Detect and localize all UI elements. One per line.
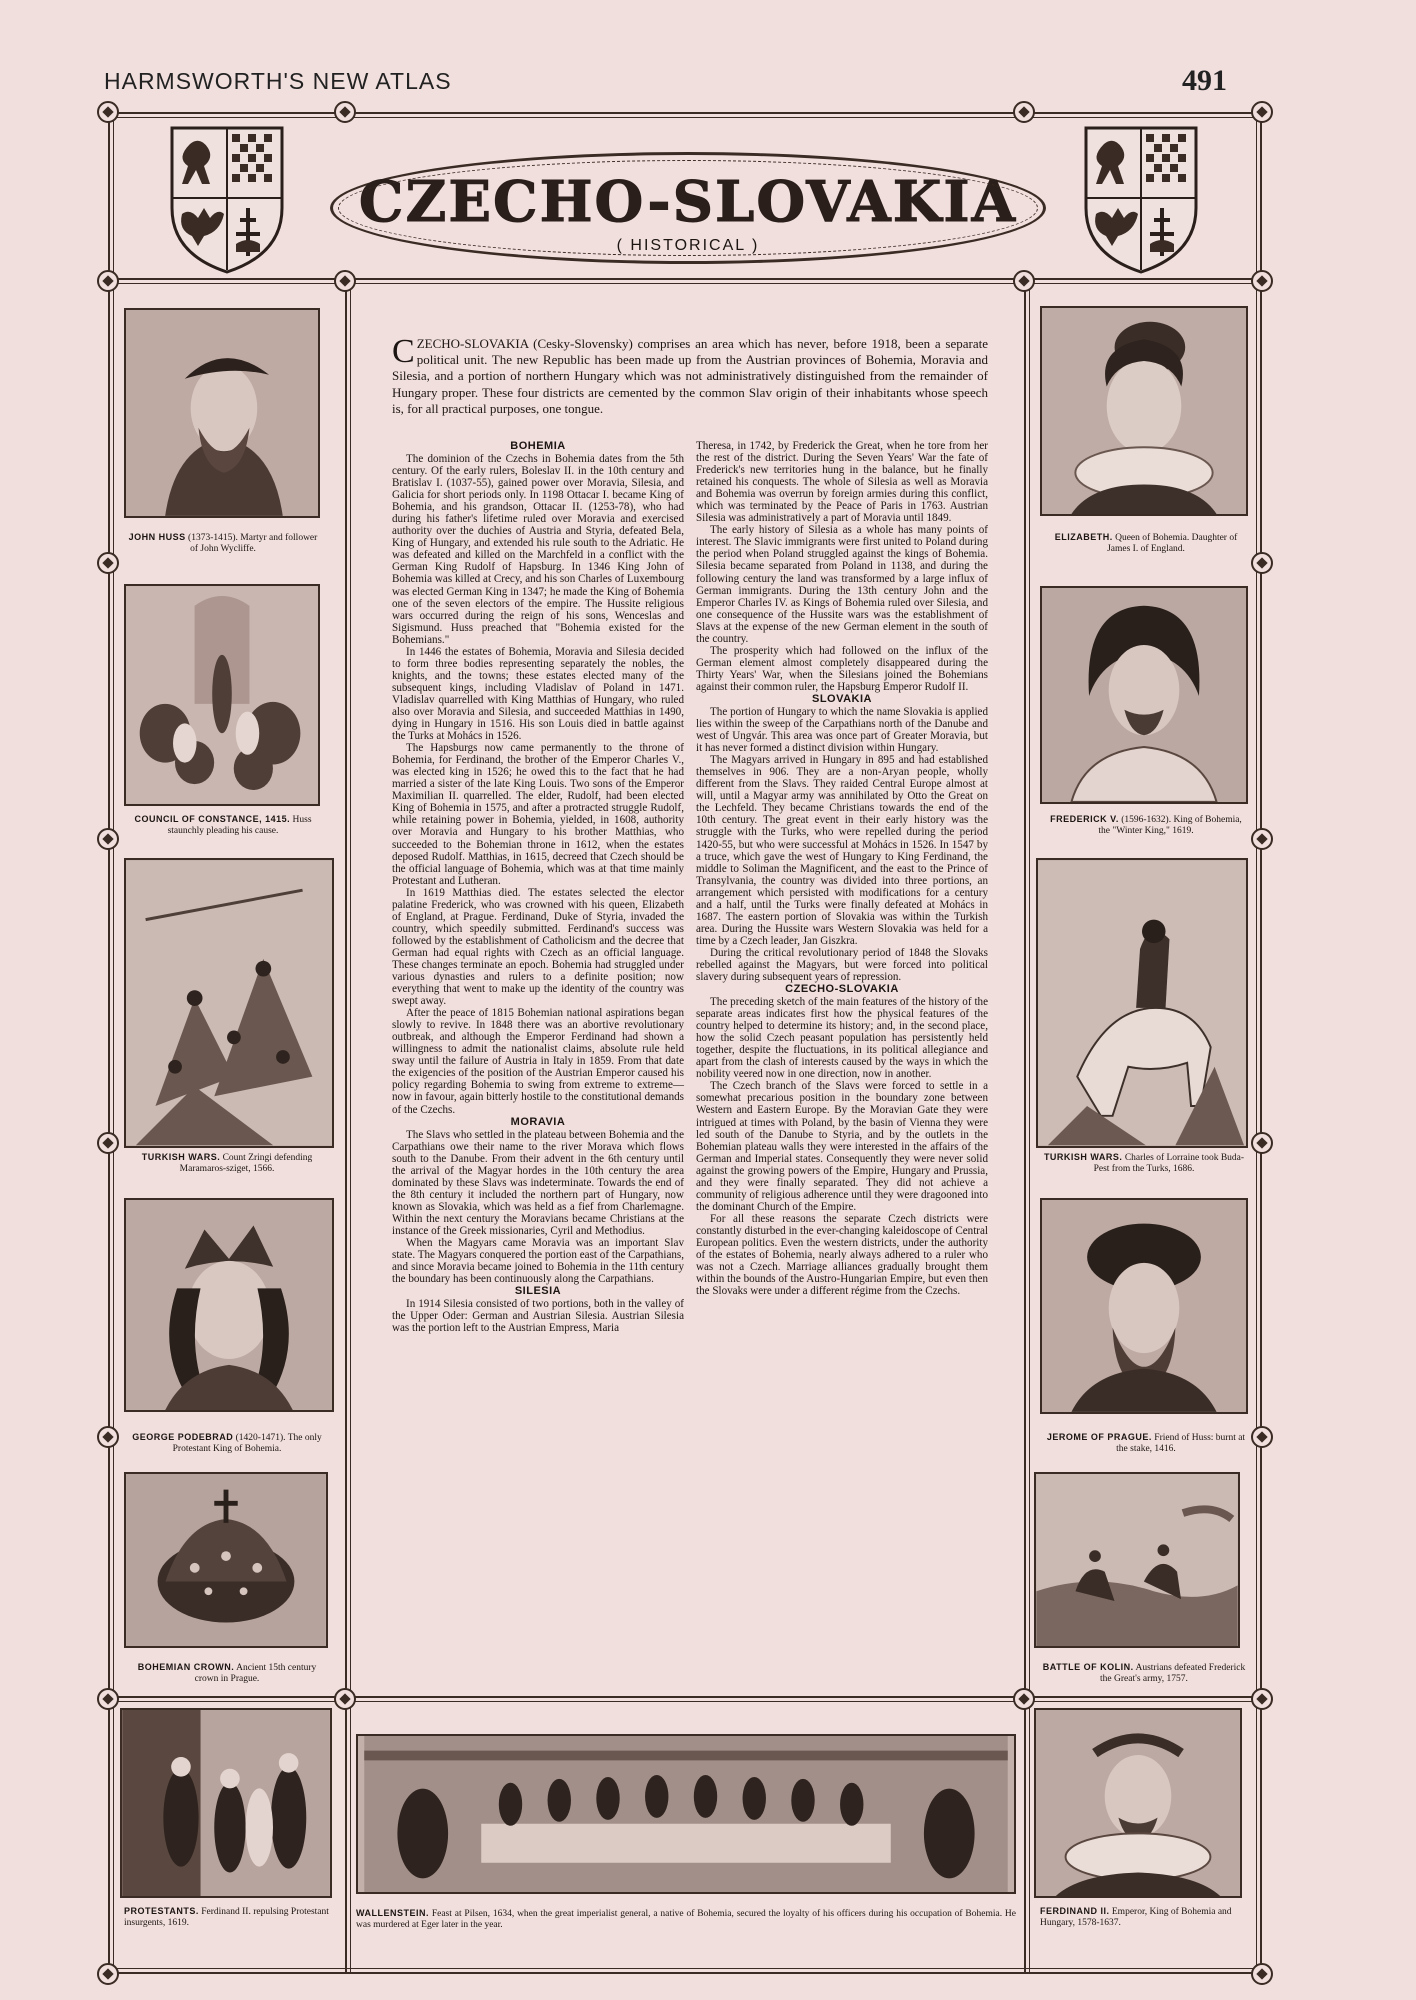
caption-text: Friend of Huss: burnt at the stake, 1416.: [1116, 1433, 1246, 1454]
frame-ornament: [1251, 1688, 1273, 1710]
frame-ornament: [97, 1132, 119, 1154]
caption-text: (1373-1415). Martyr and follower of John Wycliffe.: [188, 533, 318, 554]
caption-jerome-of-prague: [1046, 1432, 1246, 1455]
caption-protestants: [124, 1906, 330, 1929]
running-head: HARMSWORTH'S NEW ATLAS: [104, 68, 452, 94]
frame-ornament: [97, 552, 119, 574]
paragraph: The Hapsburgs now came permanently to the throne of Bohemia, for Ferdinand, the brother of the Emperor Charles V., was elected king in 1526; he owed this to the fact that he had married a sister of the late King Louis. Two sons of the Emperor Maximilian II. quarrelled. The elder, Rudolf, had been elected King of Bohemia in 1575, and after a protracted struggle Rudolf, while retaining power in Bohemia, yielded, in 1608, authority over Moravia and Hungary to his brother Matthias, who succeeded to the Bohemian throne in 1612, when the estates deposed Rudolf. Matthias, in 1615, decreed that Czech should be the official language of Bohemia, which was at that time mainly Protestant and Lutheran.: [392, 742, 684, 887]
caption-text: Feast at Pilsen, 1634, when the great imperialist general, a native of Bohemia, secured the loyalty of his officers during his occupation of Bohemia. He was murdered at Eger later in the year.: [356, 1909, 1016, 1930]
section-heading-slovakia: SLOVAKIA: [811, 692, 873, 705]
caption-title: PROTESTANTS.: [124, 1906, 199, 1916]
photo-bohemian-crown: [124, 1472, 328, 1648]
caption-text: (1420-1471). The only Protestant King of Bohemia.: [172, 1433, 322, 1454]
frame-ornament: [97, 828, 119, 850]
right-column-rule: [1024, 278, 1030, 1974]
page-subtitle: ( HISTORICAL ): [616, 237, 760, 254]
portrait-george-podebrad: [124, 1198, 334, 1412]
page-title: CZECHO-SLOVAKIA: [358, 169, 1018, 235]
caption-bohemian-crown: [128, 1662, 326, 1685]
caption-ferdinand-ii: [1040, 1906, 1246, 1929]
caption-turkish-wars-2: [1040, 1152, 1248, 1175]
caption-text: Charles of Lorraine took Buda-Pest from the Turks, 1686.: [1093, 1153, 1245, 1174]
frame-ornament: [1251, 552, 1273, 574]
caption-text: (1596-1632). King of Bohemia, the "Winter King," 1619.: [1098, 815, 1242, 836]
caption-title: FERDINAND II.: [1040, 1906, 1110, 1916]
paragraph: The Czech branch of the Slavs were forced to settle in a somewhat precarious position in the boundary zone between Western and Eastern Europe. By the Moravian Gate they were intrigued at times with Poland, by the basin of Vienna they were led south of the Danube to Styria, and by the outlets in the Bohemian plateau walls they were interested in the affairs of the German and Imperial states. Consequently they were never solid against the growing powers of the Empire, Hungary and Prussia, and they were finally separated. They did not achieve a community of religious adherence until they were dragooned into the dominant Church of the Empire.: [696, 1080, 988, 1213]
intro-paragraph: [392, 333, 988, 417]
paragraph: The portion of Hungary to which the name Slovakia is applied lies within the sweep of the Carpathians north of the Danube and west of Ungvár. This area was once part of Greater Moravia, but it has never formed a distinct division within Hungary.: [696, 705, 988, 755]
portrait-ferdinand-ii: [1034, 1708, 1242, 1898]
caption-title: COUNCIL OF CONSTANCE, 1415.: [134, 814, 291, 824]
caption-frederick-v: [1046, 814, 1246, 837]
paragraph: After the peace of 1815 Bohemian national aspirations began slowly to revive. In 1848 there was an abortive revolutionary outbreak, and although the Emperor Ferdinand had shown a willingness to admit the nationalist claims, absolute rule held sway until the failure of Austria in Italy in 1859. From that date the exigencies of the position of the Austrian Emperor caused his policy regarding Bohemia to swing from extreme to extreme—now in favour, again bitterly hostile to the constitutional demands of the Czechs.: [392, 1007, 684, 1116]
caption-title: JEROME OF PRAGUE.: [1046, 1432, 1152, 1442]
frame-ornament: [334, 101, 356, 123]
caption-title: TURKISH WARS.: [141, 1152, 221, 1162]
painting-battle-of-kolin: [1034, 1472, 1240, 1648]
section-heading-bohemia: BOHEMIA: [510, 440, 566, 452]
left-column-rule: [345, 278, 351, 1974]
section-heading-moravia: MORAVIA: [510, 1115, 566, 1128]
caption-title: BATTLE OF KOLIN.: [1042, 1662, 1134, 1672]
frame-ornament: [1013, 101, 1035, 123]
frame-ornament: [1251, 828, 1273, 850]
caption-john-huss: [128, 532, 318, 555]
frame-ornament: [1251, 270, 1273, 292]
corner-ornament: [1251, 1963, 1273, 1985]
coat-of-arms-right: [1082, 124, 1200, 276]
drop-cap: C: [392, 333, 415, 370]
text-column-left: [392, 440, 684, 1334]
caption-wallenstein: [356, 1908, 1016, 1931]
frame-ornament: [1251, 1426, 1273, 1448]
frame-ornament: [97, 1688, 119, 1710]
frame-ornament: [1013, 1688, 1035, 1710]
paragraph: During the critical revolutionary period of 1848 the Slovaks rebelled against the Magyars, but were forced into political slavery during subsequent years of repression.: [696, 946, 988, 984]
caption-turkish-wars-1: [128, 1152, 326, 1175]
paragraph: In 1446 the estates of Bohemia, Moravia and Silesia decided to form three bodies representing separately the nobles, the knights, and the towns; these estates elected many of the subsequent kings, including Vladislav of Poland in 1471. Vladislav quarrelled with King Matthias of Hungary, who ruled also over Moravia and Silesia, and succeeded Matthias in 1490, dying in Hungary in 1516. His son Louis died in battle against the Turks at Mohács in 1526.: [392, 645, 684, 743]
painting-wallenstein-feast: [356, 1734, 1016, 1894]
frame-ornament: [1251, 1132, 1273, 1154]
coat-of-arms-left: [168, 124, 286, 276]
caption-text: Queen of Bohemia. Daughter of James I. of England.: [1107, 533, 1238, 554]
caption-text: Austrians defeated Frederick the Great's army, 1757.: [1100, 1663, 1246, 1684]
caption-text: Ferdinand II. repulsing Protestant insurgents, 1619.: [124, 1907, 329, 1928]
title-cartouche: [330, 152, 1046, 264]
paragraph: In 1914 Silesia consisted of two portions, both in the valley of the Upper Oder: German and Austrian Silesia. Austrian Silesia was the portion left to the Austrian Empress, Maria: [392, 1298, 684, 1335]
caption-title: JOHN HUSS: [128, 532, 186, 542]
caption-elizabeth: [1046, 532, 1246, 555]
caption-text: Ancient 15th century crown in Prague.: [194, 1663, 317, 1684]
portrait-frederick-v: [1040, 586, 1248, 804]
paragraph: The preceding sketch of the main features of the history of the separate areas indicates first how the physical features of the country helped to determine its history; and, in the second place, how the solid Czech peasant population has persistently held together, despite the fluctuations, in its political allegiance and apart from the clash of interests caused by the ways in which the nobility veered now in one direction, now in another.: [696, 996, 988, 1081]
caption-george-podebrad: [128, 1432, 326, 1455]
caption-text: Count Zringi defending Maramaros-sziget, 1566.: [179, 1153, 313, 1174]
frame-ornament: [1013, 270, 1035, 292]
caption-title: FREDERICK V.: [1050, 814, 1119, 824]
portrait-elizabeth: [1040, 306, 1248, 516]
frame-ornament: [97, 1426, 119, 1448]
frame-ornament: [334, 1688, 356, 1710]
frame-ornament: [97, 270, 119, 292]
section-heading-czecho-slovakia: CZECHO-SLOVAKIA: [785, 983, 899, 996]
paragraph: When the Magyars came Moravia was an important Slav state. The Magyars conquered the portion east of the Carpathians, and since Moravia became joined to Bohemia in the 11th century the boundary has been continuously along the Carpathians.: [392, 1237, 684, 1286]
caption-battle-of-kolin: [1040, 1662, 1248, 1685]
caption-title: TURKISH WARS.: [1043, 1152, 1123, 1162]
text-column-right: [696, 440, 988, 1297]
caption-text: Emperor, King of Bohemia and Hungary, 1578-1637.: [1040, 1907, 1232, 1928]
section-heading-silesia: SILESIA: [514, 1285, 562, 1298]
paragraph: For all these reasons the separate Czech districts were constantly disturbed in the ever-changing kaleidoscope of Central European politics. Even the western districts, under the authority of the estates of Bohemia, nearly always adhered to a ruler who was not a Czech. Marriage alliances gradually brought them within the bounds of the Austro-Hungarian Empire, but even then the Slovaks were under a different régime from the Czechs.: [696, 1212, 988, 1298]
painting-turkish-wars-zringi: [124, 858, 334, 1148]
corner-ornament: [97, 101, 119, 123]
paragraph: The Slavs who settled in the plateau between Bohemia and the Carpathians owe their name to the river Morava which flows south to the Danube. From their advent in the 6th century until the arrival of the Magyar hordes in the 10th century the area dominated by these Slavs was indeterminate. Towards the end of the 8th century it included the northern part of Hungary, now known as Slovakia, which was held as a fief from Charlemagne. Within the next century the Moravians became Christians at the instance of the Greek missionaries, Cyril and Methodius.: [392, 1128, 684, 1237]
caption-title: ELIZABETH.: [1054, 532, 1113, 542]
bottom-strip-rule: [108, 1696, 1262, 1702]
caption-text: Huss staunchly pleading his cause.: [167, 815, 312, 836]
intro-text: ZECHO-SLOVAKIA (Cesky-Slovensky) comprises an area which has never, before 1918, been a separate political unit. The new Republic has been made up from the Austrian provinces of Bohemia, Moravia and Silesia, and a portion of northern Hungary which was not administratively distinguished from the remainder of Hungary proper. These four districts are cemented by the common Slav origin of their inhabitants whose speech is, for all practical purposes, one tongue.: [392, 336, 988, 416]
paragraph: The prosperity which had followed on the influx of the German element almost completely disappeared during the Thirty Years' War, when the Silesians joined the Bohemians against their common ruler, the Hapsburg Emperor Rudolf II.: [696, 644, 988, 693]
corner-ornament: [1251, 101, 1273, 123]
paragraph: In 1619 Matthias died. The estates selected the elector palatine Frederick, who was crowned with his queen, Elizabeth of England, at Prague. Ferdinand, Duke of Styria, invaded the country, which speedily submitted. Ferdinand's success was followed by the establishment of Catholicism and the decree that German had equal rights with Czech as an official language. These changes terminate an epoch. Bohemia had struggled under various dynasties and rulers to a definite position; now everything that went to make up the identity of the country was swept away.: [392, 886, 684, 1008]
paragraph: The early history of Silesia as a whole has many points of interest. The Slavic immigrants were first united to Poland during the period when Poland struggled against the kings of Bohemia. Silesia became separated from Poland in 1138, and during the following century the land was transformed by a large influx of German immigrants. During the 13th century John and the Emperor Charles IV. as Kings of Bohemia ruled over Silesia, and one consequence of the Hussite wars was the establishment of Slavs at the expense of the new German element in the south of the country.: [696, 524, 988, 645]
corner-ornament: [97, 1963, 119, 1985]
painting-protestants: [120, 1708, 332, 1898]
portrait-jerome-of-prague: [1040, 1198, 1248, 1414]
painting-turkish-wars-buda-pest: [1036, 858, 1248, 1148]
page-number: 491: [1182, 64, 1227, 97]
header-rule: [108, 278, 1262, 284]
caption-council-of-constance: [128, 814, 318, 837]
paragraph: Theresa, in 1742, by Frederick the Great, when he tore from her the rest of the district. During the Seven Years' War the fate of Frederick's new territories hung in the balance, but he finally retained his conquests. The whole of Silesia as well as Moravia and Bohemia was overrun by foreign armies during this conflict, which was terminated by the Peace of Paris in 1763. Austrian Silesia was administratively a part of Moravia until 1849.: [696, 440, 988, 525]
caption-title: WALLENSTEIN.: [356, 1908, 429, 1918]
portrait-john-huss: [124, 308, 320, 518]
caption-title: BOHEMIAN CROWN.: [137, 1662, 235, 1672]
frame-ornament: [334, 270, 356, 292]
paragraph: The dominion of the Czechs in Bohemia dates from the 5th century. Of the early rulers, Boleslav II. in the 10th century and Bratislav I. (1037-55), gained power over Moravia, Silesia, and Galicia for short periods only. In 1198 Ottacar I. became King of Bohemia, and his grandson, Ottacar II. (1253-78), who had during his father's lifetime ruled over Moravia and exercised authority over the duchies of Austria and Styria, defeated Bela, King of Hungary, and extended his rule south to the Adriatic. He was defeated and killed on the Marchfeld in a conflict with the German King Rudolf of Hapsburg. In 1346 King John of Bohemia was killed at Crecy, and his son Charles of Luxembourg was elected German King in 1347; he made the King of Bohemia one of the seven electors of the empire. The Hussite religious wars occurred during the reign of his sons, Wenceslas and Sigismund. Huss preached that "Bohemia existed for the Bohemians.": [392, 453, 684, 646]
paragraph: The Magyars arrived in Hungary in 895 and had established themselves in 906. They are a non-Aryan people, wholly different from the Slavs. They raided Central Europe almost at will, until a Magyar army was annihilated by Otto the Great on the Lechfeld. They became Christians towards the end of the 10th century. The great event in their early history was the struggle with the Turks, who were repelled during the period 1420-55, but who were successful at Mohács in 1526. In 1547 by a truce, which gave the west of Hungary to King Ferdinand, the middle to Soliman the Magnificent, and the east to the Prince of Transylvania, the country was divided into three portions, an arrangement which persisted with modifications for a century and a half, until the Turks were finally defeated at Mohács in 1687. The eastern portion of Slovakia was within the Turkish area. During the Hussite wars Western Slovakia was held for a time by a Czech leader, Jan Giszkra.: [696, 754, 988, 947]
caption-title: GEORGE PODEBRAD: [132, 1432, 234, 1442]
painting-council-of-constance: [124, 584, 320, 806]
